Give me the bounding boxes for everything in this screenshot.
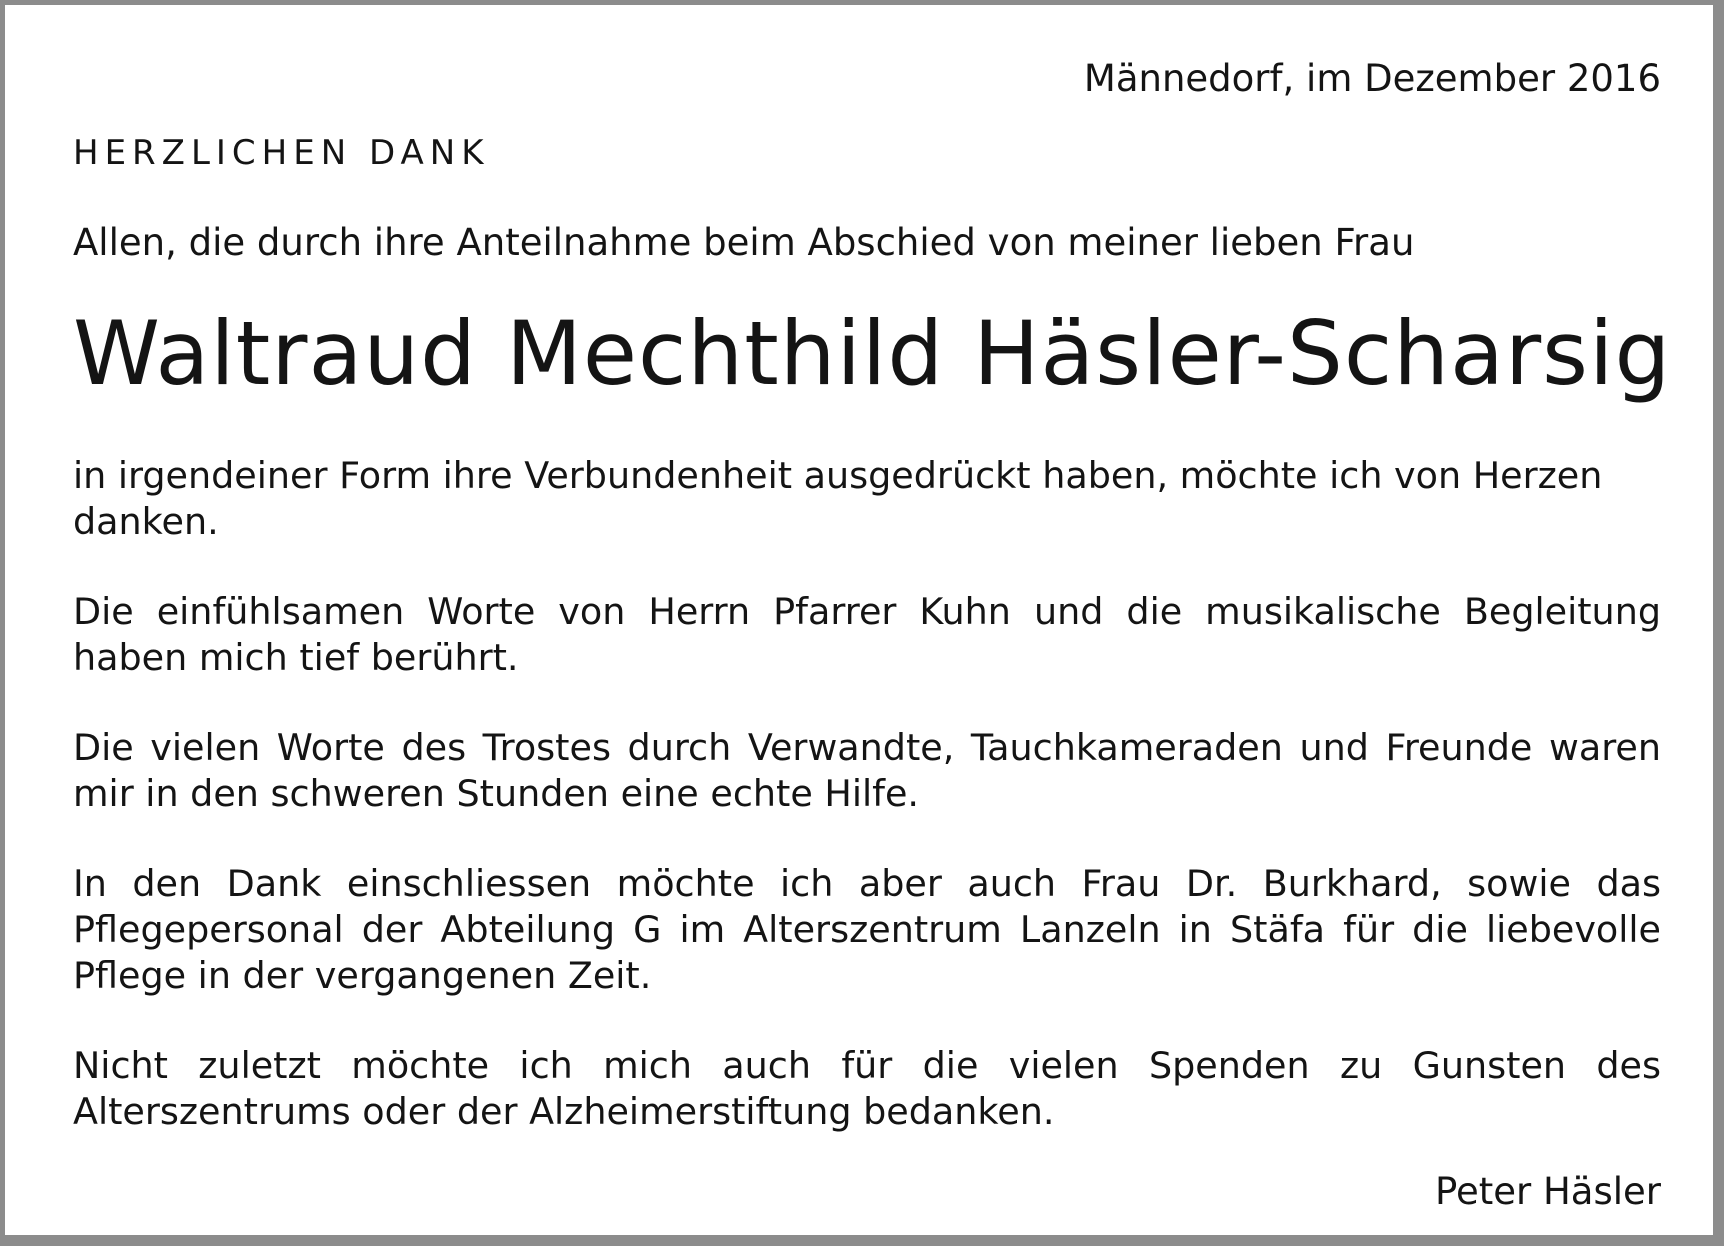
paragraph-words-of-comfort: Die vielen Worte des Trostes durch Verwandte, Tauchkameraden und Freunde waren mir in den schweren Stunden eine echte Hilfe.: [73, 726, 1661, 815]
signature-name: Peter Häsler: [1434, 1170, 1661, 1213]
deceased-name: Waltraud Mechthild Häsler-Scharsig: [73, 302, 1672, 405]
paragraph-care-staff: In den Dank einschliessen möchte ich aber auch Frau Dr. Burkhard, sowie das Pflegepersonal der Abteilung G im Alterszentrum Lanzeln in Stäfa für die liebevolle Pflege in der vergangenen Zeit.: [73, 862, 1661, 997]
notice-content: [73, 57, 1672, 1215]
place-date: Männedorf, im Dezember 2016: [1083, 57, 1661, 100]
paragraph-donations: Nicht zuletzt möchte ich mich auch für die vielen Spenden zu Gunsten des Alterszentrums oder der Alzheimerstiftung bedanken.: [73, 1044, 1661, 1133]
paragraph-pastor-and-music: Die einfühlsamen Worte von Herrn Pfarrer Kuhn und die musikalische Begleitung haben mich tief berührt.: [73, 590, 1661, 679]
notice-heading: HERZLICHEN DANK: [73, 133, 490, 173]
paragraph-expression-of-sympathy: in irgendeiner Form ihre Verbundenheit ausgedrückt haben, möchte ich von Herzen danken.: [73, 454, 1603, 543]
intro-text: Allen, die durch ihre Anteilnahme beim Abschied von meiner lieben Frau: [73, 221, 1415, 264]
